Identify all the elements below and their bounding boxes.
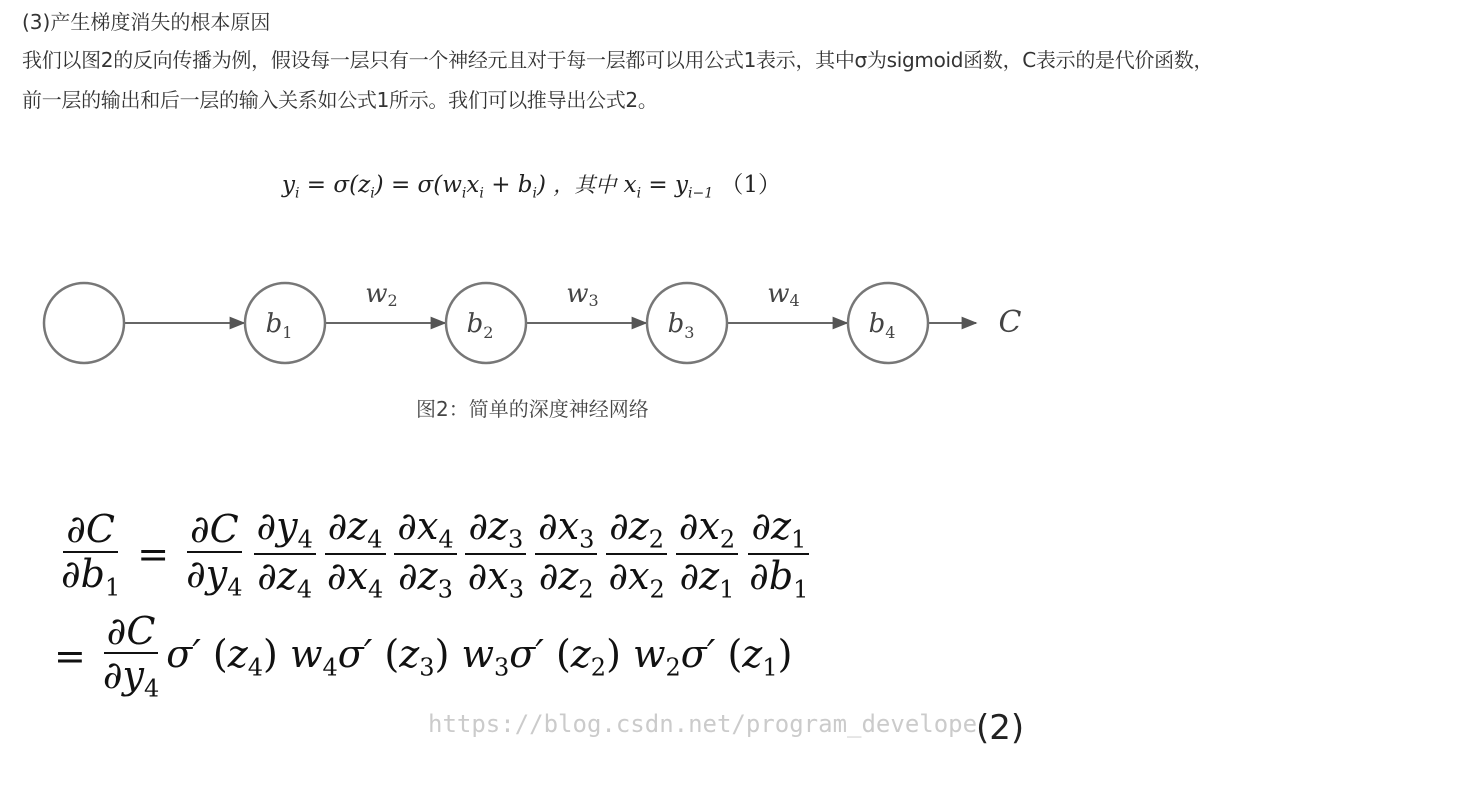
equation-2: $\frac{\partial C}{\partial b_1}$ = $\frac{\partial C}{\partial y_4}$ $\frac{\partial y_4}{\partial z_4}$ $\frac{\partial z_4}{\partial x_4}$ $\frac{\partial x_4}{\partial z_3}$ $\frac{\partial z_3}{\partial x_3}$ $\frac{\partial x_3}{\partial z_2}$ $\frac{\partial z_2}{\partial x_2}$ $\frac{\partial x_2}{\partial z_1}$ $\frac{\partial z_1}{\partial b_1}$ = $\frac{\partial C}{\partial y_4}$ σ′ $(z_4)$ $w_4\sigma'$ $(z_3)$ $w_3\sigma'$ $(z_2)$ $w_2\sigma'$ $(z_1)$: [54, 504, 809, 704]
neuron-label: $b_3$: [667, 309, 695, 342]
network-diagram: [0, 270, 1060, 380]
neuron-node: [44, 283, 124, 363]
figure-caption: 图2：简单的深度神经网络: [416, 397, 649, 421]
equation-2-number: (2): [976, 708, 1025, 748]
weight-label: w2: [365, 279, 398, 310]
watermark: https://blog.csdn.net/program_develope: [428, 710, 978, 738]
neuron-label: $b_2$: [466, 309, 494, 342]
diagram-weights: [365, 279, 799, 310]
equation-1-number: （1）: [720, 172, 782, 198]
paragraph-line-1: 我们以图2的反向传播为例，假设每一层只有一个神经元且对于每一层都可以用公式1表示，其中σ为sigmoid函数，C表示的是代价函数，: [22, 48, 1214, 72]
neuron-label: $b_4$: [868, 309, 896, 342]
equation-1: $y_i = \sigma(z_i) = \sigma(w_ix_i + b_i)$ ，其中 $x_i = y_{i-1}$ （1）: [282, 172, 782, 202]
paragraph-line-2: 前一层的输出和后一层的输入关系如公式1所示。我们可以推导出公式2。: [22, 88, 658, 112]
weight-label: w4: [767, 279, 800, 310]
equation-1-text: ，其中: [553, 173, 617, 197]
output-label: C: [998, 305, 1022, 340]
section-heading: (3)产生梯度消失的根本原因: [22, 10, 271, 34]
weight-label: w3: [566, 279, 599, 310]
neuron-label: $b_1$: [265, 309, 293, 342]
